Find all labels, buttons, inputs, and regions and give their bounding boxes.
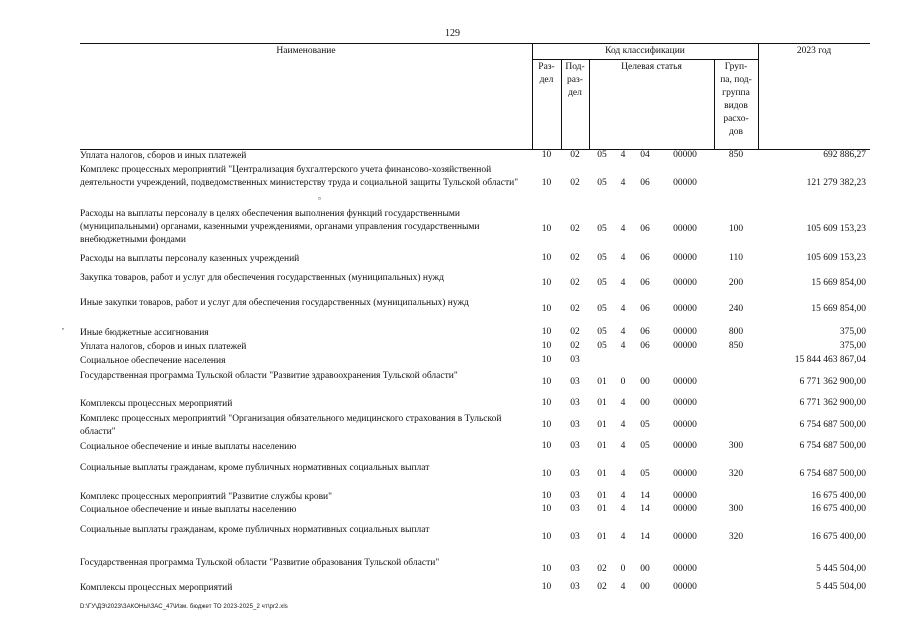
row-code-rz: 10 [541, 531, 552, 542]
header-group: Груп- па, под- группа видов расхо- дов [720, 62, 752, 137]
row-code-a: 05 [597, 253, 607, 263]
table-row [80, 370, 870, 396]
row-code-d: 00000 [673, 253, 697, 263]
row-amount: 6 754 687 500,00 [799, 468, 866, 479]
row-code-rz: 10 [541, 223, 552, 234]
row-code-d: 00000 [673, 441, 697, 451]
row-code-pr: 03 [570, 398, 580, 408]
header-podrazdel: Под- раз- дел [565, 62, 585, 98]
row-code-a: 05 [597, 327, 607, 337]
row-code-b: 4 [620, 178, 626, 188]
row-name: Социальные выплаты гражданам, кроме публичных нормативных социальных выплат [80, 463, 430, 473]
row-code-b: 4 [620, 419, 626, 430]
row-code-vr: 300 [728, 504, 744, 514]
row-code-d: 00000 [673, 150, 697, 160]
row-code-pr: 03 [570, 441, 580, 451]
row-code-d: 00000 [673, 376, 697, 387]
row-code-c: 06 [640, 327, 650, 337]
row-code-a: 01 [597, 419, 607, 430]
header-divider [758, 44, 759, 149]
table-row [80, 208, 870, 252]
row-code-rz: 10 [541, 150, 552, 160]
row-code-d: 00000 [673, 277, 697, 288]
table-row [80, 582, 870, 595]
row-code-d: 00000 [673, 341, 697, 351]
row-code-pr: 02 [570, 150, 580, 160]
row-code-pr: 02 [570, 253, 580, 263]
stray-mark: , [62, 322, 64, 331]
row-code-vr: 320 [728, 468, 744, 479]
row-name: Социальное обеспечение и иные выплаты населению [80, 505, 297, 515]
row-code-b: 4 [620, 441, 626, 451]
row-code-c: 06 [640, 277, 650, 288]
row-code-pr: 02 [570, 341, 580, 351]
row-code-a: 02 [597, 563, 607, 574]
row-code-c: 14 [640, 531, 650, 542]
row-amount: 5 445 504,00 [816, 582, 866, 592]
row-code-b: 4 [620, 327, 626, 337]
row-code-c: 00 [640, 582, 650, 592]
row-code-rz: 10 [541, 355, 552, 365]
row-code-c: 00 [640, 398, 650, 408]
row-code-d: 00000 [673, 582, 697, 592]
row-code-a: 01 [597, 531, 607, 542]
row-amount: 6 754 687 500,00 [799, 441, 866, 451]
header-target: Целевая статья [621, 62, 682, 72]
row-code-rz: 10 [541, 504, 552, 514]
row-code-pr: 02 [570, 277, 580, 288]
table-row [80, 441, 870, 454]
row-code-c: 05 [640, 441, 650, 451]
row-amount: 375,00 [839, 341, 866, 351]
header-code: Код классификации [605, 46, 685, 56]
row-code-d: 00000 [673, 398, 697, 408]
table-row [80, 524, 870, 552]
table-header [80, 43, 870, 150]
row-code-c: 00 [640, 376, 650, 387]
row-code-c: 06 [640, 341, 650, 351]
row-code-pr: 03 [570, 355, 580, 365]
row-name: Социальное обеспечение и иные выплаты населению [80, 442, 297, 452]
row-code-c: 05 [640, 468, 650, 479]
row-amount: 15 844 463 867,04 [794, 355, 866, 365]
row-code-d: 00000 [673, 419, 697, 430]
row-code-pr: 02 [570, 223, 580, 234]
row-code-a: 01 [597, 376, 607, 387]
table-row [80, 150, 870, 163]
row-amount: 16 675 400,00 [811, 531, 866, 542]
row-name: Комплексы процессных мероприятий [80, 583, 233, 593]
row-code-b: 4 [620, 582, 626, 592]
stray-mark: ▫ [318, 194, 321, 203]
row-code-a: 01 [597, 441, 607, 451]
row-code-vr: 320 [728, 531, 744, 542]
row-code-rz: 10 [541, 303, 552, 314]
row-name: Закупка товаров, работ и услуг для обеспечения государственных (муниципальных) нужд [80, 273, 444, 283]
file-path-footer: D:\ГУ\ДЭ\2023\ЗАКОНЫ\ЗАС_47\Изм. бюджет ТО 2023-2025_2 чт\pr2.xls [80, 604, 288, 610]
row-code-a: 05 [597, 303, 607, 314]
row-code-c: 05 [640, 419, 650, 430]
row-code-rz: 10 [541, 178, 552, 188]
row-code-vr: 200 [728, 277, 744, 288]
header-year: 2023 год [796, 46, 832, 56]
row-code-c: 14 [640, 491, 650, 501]
row-amount: 375,00 [839, 327, 866, 337]
row-name: Социальное обеспечение населения [80, 356, 226, 366]
row-code-rz: 10 [541, 468, 552, 479]
row-code-b: 4 [620, 504, 626, 514]
row-code-d: 00000 [673, 327, 697, 337]
row-code-rz: 10 [541, 563, 552, 574]
row-code-a: 01 [597, 504, 607, 514]
table-row [80, 462, 870, 488]
row-code-pr: 03 [570, 419, 580, 430]
row-code-vr: 850 [728, 150, 744, 160]
row-code-b: 4 [620, 303, 626, 314]
row-code-rz: 10 [541, 277, 552, 288]
row-code-d: 00000 [673, 223, 697, 234]
row-code-vr: 800 [728, 327, 744, 337]
row-code-d: 00000 [673, 531, 697, 542]
row-code-rz: 10 [541, 398, 552, 408]
table-row [80, 297, 870, 323]
row-code-pr: 03 [570, 468, 580, 479]
row-code-pr: 03 [570, 563, 580, 574]
row-code-b: 4 [620, 150, 626, 160]
table-row [80, 398, 870, 411]
row-amount: 6 771 362 900,00 [799, 376, 866, 387]
row-amount: 105 609 153,23 [806, 223, 866, 234]
row-amount: 692 886,27 [823, 150, 866, 160]
page-number: 129 [445, 28, 460, 39]
row-code-c: 04 [640, 150, 650, 160]
row-code-pr: 03 [570, 582, 580, 592]
table-row [80, 164, 870, 205]
row-name: Расходы на выплаты персоналу казенных учреждений [80, 254, 300, 264]
table-row [80, 413, 870, 439]
row-code-vr: 300 [728, 441, 744, 451]
row-code-pr: 03 [570, 531, 580, 542]
row-amount: 6 771 362 900,00 [799, 398, 866, 408]
header-razdel: Раз- дел [538, 62, 555, 85]
row-code-c: 14 [640, 504, 650, 514]
row-code-b: 0 [620, 376, 626, 387]
row-code-c: 00 [640, 563, 650, 574]
row-code-pr: 02 [570, 327, 580, 337]
row-code-pr: 02 [570, 178, 580, 188]
row-code-b: 0 [620, 563, 626, 574]
row-code-a: 05 [597, 178, 607, 188]
header-divider [532, 59, 758, 60]
row-amount: 105 609 153,23 [806, 253, 866, 263]
table-row [80, 491, 870, 504]
row-name: Уплата налогов, сборов и иных платежей [80, 342, 247, 352]
row-code-rz: 10 [541, 441, 552, 451]
row-code-d: 00000 [673, 178, 697, 188]
row-code-a: 01 [597, 491, 607, 501]
row-code-d: 00000 [673, 303, 697, 314]
row-name: Комплекс процессных мероприятий "Развитие службы крови" [80, 492, 333, 502]
row-code-rz: 10 [541, 376, 552, 387]
row-code-pr: 02 [570, 303, 580, 314]
row-code-b: 4 [620, 491, 626, 501]
row-name: Комплекс процессных мероприятий "Организация обязательного медицинского страхования в Тульской области" [80, 414, 502, 438]
row-code-b: 4 [620, 531, 626, 542]
row-code-a: 05 [597, 341, 607, 351]
table-row [80, 327, 870, 340]
row-code-a: 05 [597, 277, 607, 288]
row-name: Иные закупки товаров, работ и услуг для обеспечения государственных (муниципальных) нужд [80, 298, 469, 308]
row-code-c: 06 [640, 303, 650, 314]
table-row [80, 253, 870, 266]
row-code-rz: 10 [541, 341, 552, 351]
row-code-b: 4 [620, 341, 626, 351]
row-code-a: 01 [597, 468, 607, 479]
row-code-pr: 03 [570, 504, 580, 514]
row-code-pr: 03 [570, 491, 580, 501]
row-code-d: 00000 [673, 563, 697, 574]
row-code-vr: 240 [728, 303, 744, 314]
row-name: Государственная программа Тульской области "Развитие здравоохранения Тульской области" [80, 371, 458, 381]
row-amount: 121 279 382,23 [806, 178, 866, 188]
row-code-c: 06 [640, 178, 650, 188]
row-code-vr: 850 [728, 341, 744, 351]
header-name: Наименование [276, 46, 336, 56]
row-name: Уплата налогов, сборов и иных платежей [80, 151, 247, 161]
row-code-a: 01 [597, 398, 607, 408]
row-code-vr: 100 [728, 223, 744, 234]
row-code-vr: 110 [729, 253, 743, 263]
table-row [80, 272, 870, 296]
row-name: Государственная программа Тульской области "Развитие образования Тульской области" [80, 558, 440, 568]
row-name: Расходы на выплаты персоналу в целях обеспечения выполнения функций государственными (муниципальными) органами, казенными учреждениями, органами управления государственными внебюджетными фондами [80, 209, 480, 246]
row-amount: 16 675 400,00 [811, 504, 866, 514]
row-amount: 15 669 854,00 [811, 277, 866, 288]
table-row [80, 504, 870, 517]
row-code-rz: 10 [541, 419, 552, 430]
row-name: Комплексы процессных мероприятий [80, 399, 233, 409]
row-amount: 16 675 400,00 [811, 491, 866, 501]
row-code-c: 06 [640, 223, 650, 234]
row-code-b: 4 [620, 468, 626, 479]
row-amount: 5 445 504,00 [816, 563, 866, 574]
row-name: Комплекс процессных мероприятий "Централизация бухгалтерского учета финансово-хозяйственной деятельности учреждений, подведомственных министерству труда и социальной защиты Тульской области" [80, 165, 519, 189]
table-row [80, 557, 870, 583]
row-code-c: 06 [640, 253, 650, 263]
row-name: Социальные выплаты гражданам, кроме публичных нормативных социальных выплат [80, 525, 430, 535]
row-code-d: 00000 [673, 468, 697, 479]
row-code-rz: 10 [541, 253, 552, 263]
row-code-b: 4 [620, 398, 626, 408]
row-name: Иные бюджетные ассигнования [80, 328, 209, 338]
row-code-a: 05 [597, 150, 607, 160]
row-code-rz: 10 [541, 491, 552, 501]
table-row [80, 355, 870, 368]
row-code-a: 02 [597, 582, 607, 592]
row-amount: 6 754 687 500,00 [799, 419, 866, 430]
row-code-b: 4 [620, 277, 626, 288]
row-amount: 15 669 854,00 [811, 303, 866, 314]
table-row [80, 341, 870, 354]
row-code-pr: 03 [570, 376, 580, 387]
row-code-b: 4 [620, 253, 626, 263]
row-code-b: 4 [620, 223, 626, 234]
row-code-d: 00000 [673, 504, 697, 514]
row-code-rz: 10 [541, 327, 552, 337]
row-code-d: 00000 [673, 491, 697, 501]
row-code-a: 05 [597, 223, 607, 234]
row-code-rz: 10 [541, 582, 552, 592]
